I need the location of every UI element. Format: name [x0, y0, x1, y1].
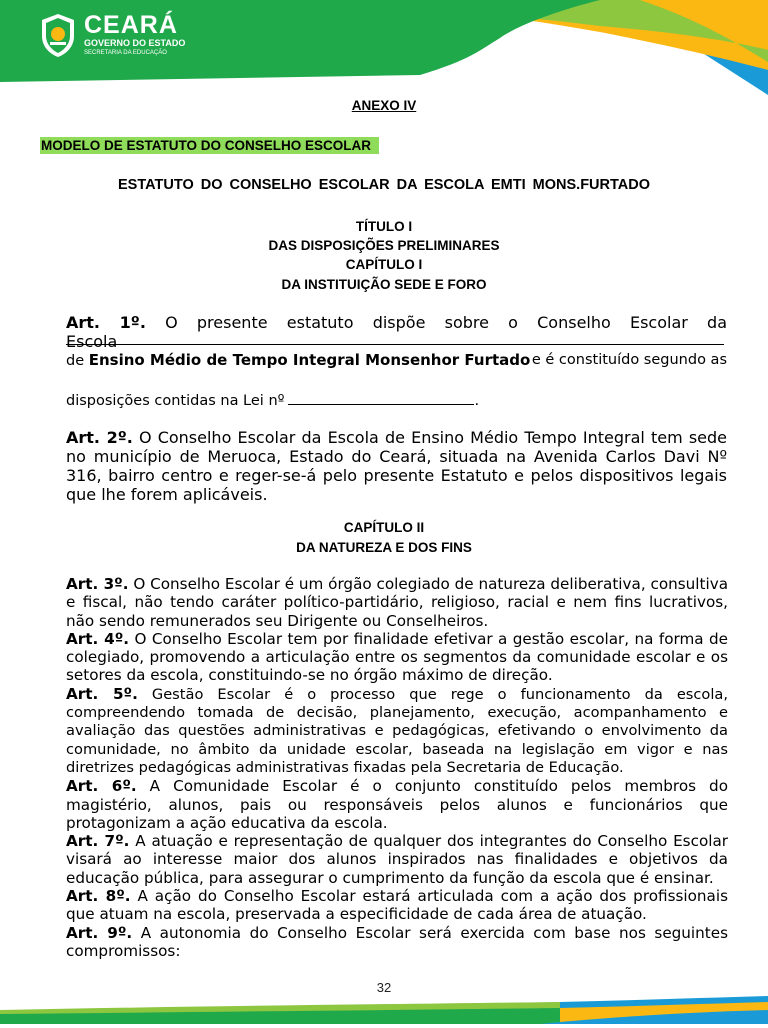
article-8 [66, 887, 728, 924]
article-1-de: de [66, 353, 89, 369]
page-footer-banner [0, 996, 768, 1024]
article-7 [66, 832, 728, 887]
article-9-label: Art. 9º. [66, 923, 133, 942]
article-1-rest: e é constituído segundo as [531, 352, 727, 368]
article-3-text: O Conselho Escolar é um órgão colegiado de natureza deliberativa, consultiva e fiscal, não tendo caráter político-partidário, religioso, racial e nem fins lucrativos, não sendo remunerados seu Dirigente ou Conselheiros. [66, 575, 728, 630]
footer-wave-graphic [0, 996, 768, 1024]
article-1-text: O presente estatuto dispõe sobre o Conselho Escolar da Escola [66, 313, 728, 351]
article-2-label: Art. 2º. [66, 428, 133, 447]
article-7-label: Art. 7º. [66, 832, 130, 851]
article-2 [66, 428, 727, 504]
article-5-text: Gestão Escolar é o processo que rege o funcionamento da escola, compreendendo tomada de decisão, planejamento, execução, acompanhamento e avaliação das questões administrativas e pedagógicas, efetivando o envolvimento da comunidade, no âmbito da unidade escolar, baseada na legislação em vigor e nas diretrizes pedagógicas administrativas fixadas pela Secretaria de Educação. [66, 685, 728, 776]
article-4 [66, 630, 728, 685]
article-3-label: Art. 3º. [66, 575, 129, 593]
brand-title: CEARÁ [84, 11, 178, 39]
article-8-text: A ação do Conselho Escolar estará articulada com a ação dos profissionais que atuam na escola, preservada a especificidade de cada área de atuação. [66, 887, 728, 924]
article-1-label: Art. 1º. [66, 313, 146, 332]
article-9 [66, 924, 728, 961]
title-i-name: DAS DISPOSIÇÕES PRELIMINARES [268, 238, 500, 253]
article-1-continuation [66, 351, 727, 371]
article-8-label: Art. 8º. [66, 887, 131, 906]
article-5 [66, 685, 728, 777]
annex-heading: ANEXO IV [351, 98, 417, 113]
article-1-law [66, 390, 479, 409]
article-5-label: Art. 5º. [66, 684, 138, 703]
article-4-text: O Conselho Escolar tem por finalidade efetivar a gestão escolar, na forma de colegiado, promovendo a articulação entre os segmentos da comunidade escolar e os setores da escola, constituindo-se no órgão máximo de direção. [66, 629, 729, 685]
fill-in-line [66, 344, 724, 345]
article-6 [66, 777, 728, 832]
law-period: . [474, 393, 480, 409]
article-3 [66, 575, 728, 630]
law-label: disposições contidas na Lei nº [66, 393, 285, 409]
statute-title: ESTATUTO DO CONSELHO ESCOLAR DA ESCOLA EMTI MONS.FURTADO [118, 177, 650, 193]
article-6-label: Art. 6º. [66, 777, 137, 796]
article-6-text: A Comunidade Escolar é o conjunto constituído pelos membros do magistério, alunos, pais ou responsáveis pelos alunos e funcionários que protagonizam a ação educativa da escola. [66, 777, 728, 832]
school-name: Ensino Médio de Tempo Integral Monsenhor Furtado [88, 351, 531, 369]
page-number: 32 [376, 980, 392, 995]
page-header-banner [0, 0, 768, 95]
chapter-ii-heading: CAPÍTULO II [343, 520, 425, 535]
brand-secretariat: SECRETARIA DA EDUCAÇÃO [84, 50, 167, 56]
title-i-heading: TÍTULO I [355, 219, 413, 234]
chapter-ii-name: DA NATUREZA E DOS FINS [296, 540, 472, 555]
state-coat-of-arms-icon [38, 12, 78, 58]
article-9-text: A autonomia do Conselho Escolar será exercida com base nos seguintes compromissos: [66, 923, 728, 960]
article-4-label: Art. 4º. [66, 629, 130, 648]
article-1 [66, 313, 727, 351]
chapter-i-heading: CAPÍTULO I [345, 257, 423, 272]
articles-body [66, 575, 728, 960]
law-number-blank [288, 390, 474, 405]
article-7-text: A atuação e representação de qualquer dos integrantes do Conselho Escolar visará ao interesse maior dos alunos inspirados nas finalidades e objetivos da educação pública, para assegurar o cumprimento da função da escola que é ensinar. [66, 832, 729, 887]
brand-subtitle: GOVERNO DO ESTADO [84, 38, 186, 48]
model-heading-highlight: MODELO DE ESTATUTO DO CONSELHO ESCOLAR [40, 137, 379, 154]
chapter-i-name: DA INSTITUIÇÃO SEDE E FORO [281, 277, 487, 292]
article-2-text: O Conselho Escolar da Escola de Ensino Médio Tempo Integral tem sede no município de Meruoca, Estado do Ceará, situada na Avenida Carlos Davi Nº 316, bairro centro e reger-se-á pelo presente Estatuto e pelos dispositivos legais que lhe forem aplicáveis. [66, 428, 728, 504]
